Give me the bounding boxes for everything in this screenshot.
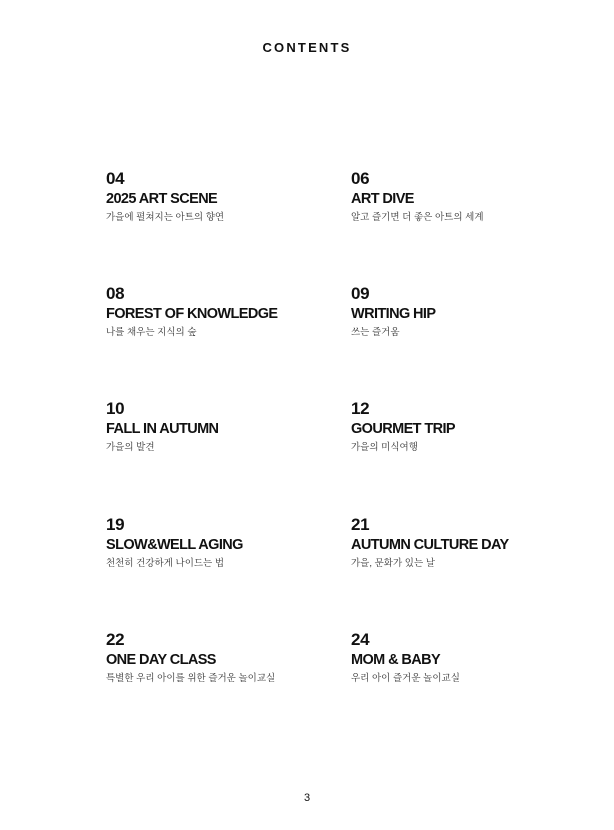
entry-title: 2025 ART SCENE bbox=[106, 191, 218, 207]
entry-subtitle: 특별한 우리 아이를 위한 즐거운 놀이교실 bbox=[106, 673, 276, 684]
entry-subtitle: 가을의 미식여행 bbox=[351, 442, 418, 453]
toc-entry[interactable] bbox=[106, 284, 346, 339]
page-number: 3 bbox=[303, 792, 311, 804]
toc-entry[interactable] bbox=[106, 515, 346, 570]
toc-entry[interactable] bbox=[351, 399, 591, 454]
entry-title: ONE DAY CLASS bbox=[106, 652, 216, 668]
entry-subtitle: 우리 아이 즐거운 놀이교실 bbox=[351, 673, 460, 684]
toc-entry[interactable] bbox=[351, 515, 591, 570]
entry-page-number: 06 bbox=[351, 169, 370, 188]
entry-title: FOREST OF KNOWLEDGE bbox=[106, 306, 278, 322]
entry-title: AUTUMN CULTURE DAY bbox=[351, 537, 509, 553]
entry-page-number: 22 bbox=[106, 630, 125, 649]
toc-entry[interactable] bbox=[106, 399, 346, 454]
entry-title: GOURMET TRIP bbox=[351, 421, 455, 437]
toc-entry[interactable] bbox=[106, 169, 346, 224]
entry-page-number: 19 bbox=[106, 515, 125, 534]
entry-subtitle: 쓰는 즐거움 bbox=[351, 327, 400, 338]
page-title: CONTENTS bbox=[262, 40, 352, 55]
entry-subtitle: 알고 즐기면 더 좋은 아트의 세계 bbox=[351, 212, 484, 223]
entry-title: SLOW&WELL AGING bbox=[106, 537, 243, 553]
entry-subtitle: 나를 채우는 지식의 숲 bbox=[106, 327, 197, 338]
entry-page-number: 24 bbox=[351, 630, 370, 649]
entry-subtitle: 가을의 발견 bbox=[106, 442, 155, 453]
entry-subtitle: 가을, 문화가 있는 날 bbox=[351, 558, 435, 569]
entry-page-number: 10 bbox=[106, 399, 125, 418]
entry-page-number: 09 bbox=[351, 284, 370, 303]
toc-entry[interactable] bbox=[351, 169, 591, 224]
entry-page-number: 12 bbox=[351, 399, 370, 418]
toc-entry[interactable] bbox=[106, 630, 346, 685]
entry-subtitle: 천천히 건강하게 나이드는 법 bbox=[106, 558, 225, 569]
toc-entry[interactable] bbox=[351, 630, 591, 685]
entry-title: ART DIVE bbox=[351, 191, 414, 207]
entry-page-number: 04 bbox=[106, 169, 125, 188]
entry-subtitle: 가을에 펼쳐지는 아트의 향연 bbox=[106, 212, 225, 223]
toc-entry[interactable] bbox=[351, 284, 591, 339]
entry-page-number: 08 bbox=[106, 284, 125, 303]
entry-title: WRITING HIP bbox=[351, 306, 436, 322]
entry-page-number: 21 bbox=[351, 515, 370, 534]
entry-title: FALL IN AUTUMN bbox=[106, 421, 219, 437]
entry-title: MOM & BABY bbox=[351, 652, 441, 668]
